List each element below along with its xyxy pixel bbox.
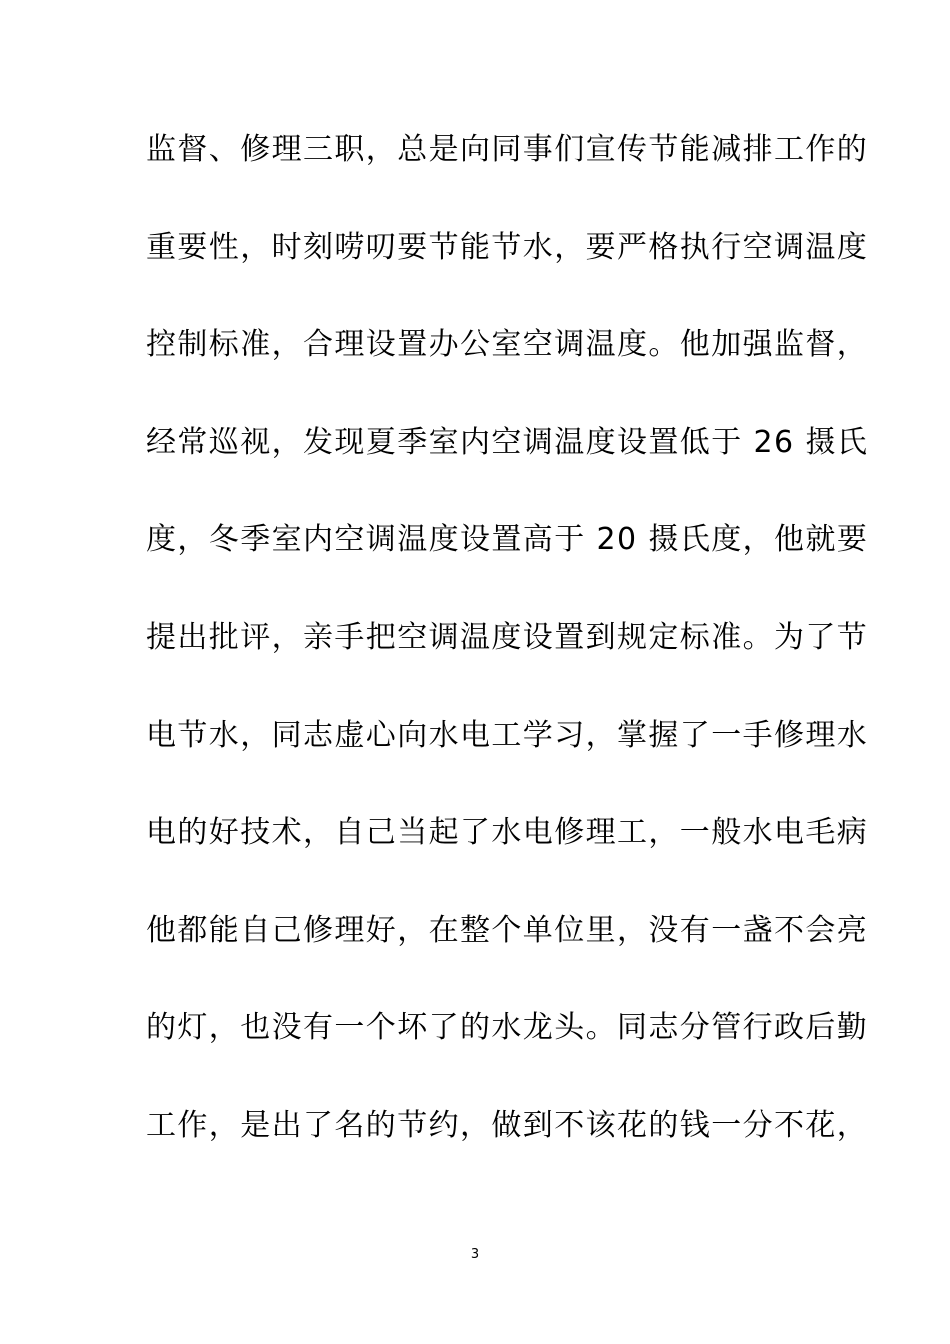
text-line-5: 度，冬季室内空调温度设置高于 20 摄氏度，他就要 [146,522,869,558]
page-number: 3 [470,1247,480,1262]
body-text [146,120,869,1194]
text-line-8: 电的好技术，自己当起了水电修理工，一般水电毛病 [146,815,869,851]
text-line-10: 的灯，也没有一个坏了的水龙头。同志分管行政后勤 [146,1010,869,1046]
text-line-4: 经常巡视，发现夏季室内空调温度设置低于 26 摄氏 [146,424,869,460]
text-line-3: 控制标准，合理设置办公室空调温度。他加强监督， [146,327,869,363]
text-line-1: 监督、修理三职，总是向同事们宣传节能减排工作的 [146,132,869,167]
text-line-9: 他都能自己修理好，在整个单位里，没有一盏不会亮 [146,912,869,948]
text-line-6: 提出批评，亲手把空调温度设置到规定标准。为了节 [146,619,869,655]
text-line-2: 重要性，时刻唠叨要节能节水，要严格执行空调温度 [146,229,869,265]
text-line-11: 工作，是出了名的节约，做到不该花的钱一分不花， [146,1107,869,1143]
text-line-7: 电节水，同志虚心向水电工学习，掌握了一手修理水 [146,717,869,753]
